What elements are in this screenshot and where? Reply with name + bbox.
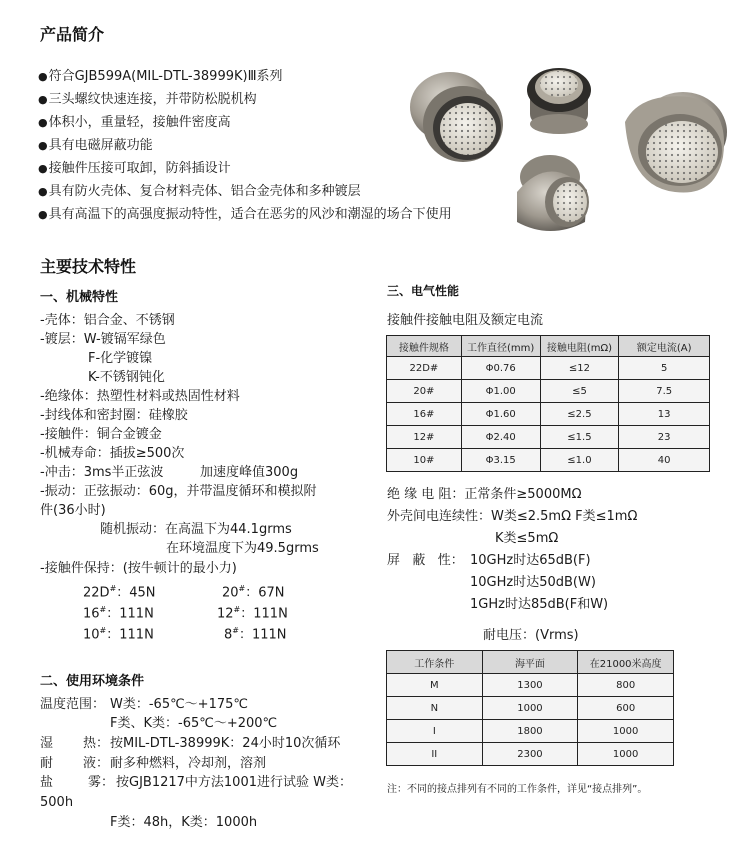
specs-title: 主要技术特性: [40, 257, 137, 276]
table-row: [387, 674, 674, 697]
table-cell: 22D#: [387, 357, 462, 380]
shell-continuity: 外壳间电连续性：W类≤2.5mΩ F类≤1mΩ: [387, 509, 638, 524]
table-cell: N: [387, 697, 483, 720]
salt-label-a: 盐: [40, 775, 54, 790]
table-cell: 1800: [482, 720, 578, 743]
retention-item: 8#：111N: [224, 626, 287, 643]
salt-spec-fk-hours: F类：48h，K类：1000h: [110, 815, 258, 830]
table-row: [387, 743, 674, 766]
shielding-10ghz-f: 10GHz时达65dB(F): [470, 553, 591, 568]
table-cell: Φ2.40: [461, 426, 540, 449]
table-cell: II: [387, 743, 483, 766]
table-cell: 2300: [482, 743, 578, 766]
humidity-label-a: 湿: [40, 736, 54, 751]
table-cell: 5: [619, 357, 710, 380]
table-cell: Φ1.00: [461, 380, 540, 403]
fluid-label-a: 耐: [40, 756, 54, 771]
humidity-spec: 按MIL-DTL-38999K：24小时10次循环: [110, 736, 341, 751]
table-header-cell: 工作直径(mm): [461, 336, 540, 357]
intro-bullet: ● 符合GJB599A(MIL-DTL-38999K)Ⅲ系列: [38, 69, 283, 85]
table-header-row: [387, 651, 674, 674]
shell-material: -壳体：铝合金、不锈钢: [40, 313, 175, 328]
table-cell: 600: [578, 697, 674, 720]
fluid-spec: 耐多种燃料，冷却剂，溶剂: [110, 756, 267, 771]
connector-bottom-middle: [517, 155, 589, 231]
table-cell: Φ0.76: [461, 357, 540, 380]
table-cell: Φ1.60: [461, 403, 540, 426]
product-image: [405, 62, 730, 237]
retention-title: -接触件保持：(按牛顿计的最小力): [40, 561, 237, 576]
plating-w: -镀层：W-镀镉军绿色: [40, 332, 166, 347]
humidity-label-b: 热：: [83, 736, 110, 751]
shock-acceleration: 加速度峰值300g: [200, 465, 299, 480]
table-cell: 1300: [482, 674, 578, 697]
table-cell: 16#: [387, 403, 462, 426]
table-cell: 40: [619, 449, 710, 472]
table-header-cell: 接触件规格: [387, 336, 462, 357]
seal-material: -封线体和密封圈：硅橡胶: [40, 408, 188, 423]
retention-item: 20#：67N: [222, 584, 285, 601]
table-cell: 1000: [482, 697, 578, 720]
environment-title: 二、使用环境条件: [40, 674, 145, 689]
shock-spec: -冲击：3ms半正弦波: [40, 465, 164, 480]
intro-bullet: ● 具有防火壳体、复合材料壳体、铝合金壳体和多种镀层: [38, 184, 361, 200]
intro-bullet: ● 具有高温下的高强度振动特性，适合在恶劣的风沙和潮湿的场合下使用: [38, 207, 452, 223]
connector-top-middle: [527, 68, 591, 134]
table-cell: I: [387, 720, 483, 743]
table-row: [387, 357, 710, 380]
shielding-10ghz-w: 10GHz时达50dB(W): [470, 575, 596, 590]
vibration-sine-duration: 件(36小时): [40, 503, 106, 518]
table-header-cell: 接触电阻(mΩ): [540, 336, 619, 357]
shielding-label: 屏 蔽 性：: [387, 553, 464, 568]
table-cell: Φ3.15: [461, 449, 540, 472]
table-row: [387, 720, 674, 743]
table-header-row: [387, 336, 710, 357]
table-cell: 7.5: [619, 380, 710, 403]
plating-f: F-化学镀镍: [88, 351, 153, 366]
table-cell: 20#: [387, 380, 462, 403]
table-row: [387, 380, 710, 403]
table-cell: ≤2.5: [540, 403, 619, 426]
table-header-cell: 额定电流(A): [619, 336, 710, 357]
salt-spec: 按GJB1217中方法1001进行试验 W类：: [116, 775, 352, 790]
vibration-random-high: 随机振动：在高温下为44.1grms: [100, 522, 292, 537]
voltage-table-title: 耐电压：(Vrms): [483, 628, 579, 643]
withstand-voltage-table: [386, 650, 674, 766]
table-cell: 12#: [387, 426, 462, 449]
temperature-w: W类：-65℃～+175℃: [110, 697, 248, 712]
table-header-cell: 工作条件: [387, 651, 483, 674]
electrical-title: 三、电气性能: [387, 284, 460, 298]
contact-material: -接触件：铜合金镀金: [40, 427, 162, 442]
table-row: [387, 403, 710, 426]
shielding-1ghz: 1GHz时达85dB(F和W): [470, 597, 609, 612]
intro-bullet: ● 体积小，重量轻，接触件密度高: [38, 115, 231, 131]
table-cell: 1000: [578, 720, 674, 743]
table-cell: 13: [619, 403, 710, 426]
retention-item: 10#：111N: [83, 626, 154, 643]
salt-spec-w-hours: 500h: [40, 795, 74, 810]
retention-item: 22D#：45N: [83, 584, 156, 601]
connector-right: [625, 92, 727, 193]
intro-bullet: ● 三头螺纹快速连接，并带防松脱机构: [38, 92, 257, 108]
table-cell: 800: [578, 674, 674, 697]
intro-title: 产品简介: [40, 25, 105, 44]
retention-item: 16#：111N: [83, 605, 154, 622]
contact-resistance-table: [386, 335, 710, 472]
table-cell: M: [387, 674, 483, 697]
insulation-resistance: 绝 缘 电 阻：正常条件≥5000MΩ: [387, 487, 582, 502]
table-row: [387, 697, 674, 720]
table-row: [387, 426, 710, 449]
mechanical-title: 一、机械特性: [40, 290, 119, 305]
contact-arrangement-note: 注：不同的接点排列有不同的工作条件，详见“接点排列”。: [387, 784, 648, 795]
plating-k: K-不锈钢钝化: [88, 370, 165, 385]
table-cell: 10#: [387, 449, 462, 472]
table-header-cell: 海平面: [482, 651, 578, 674]
table-header-cell: 在21000米高度: [578, 651, 674, 674]
temperature-fk: F类、K类：-65℃～+200℃: [110, 716, 278, 731]
table-row: [387, 449, 710, 472]
connector-left: [410, 72, 503, 162]
table-cell: ≤1.0: [540, 449, 619, 472]
intro-bullet: ● 具有电磁屏蔽功能: [38, 138, 153, 154]
retention-item: 12#：111N: [217, 605, 288, 622]
vibration-random-ambient: 在环境温度下为49.5grms: [166, 541, 319, 556]
contact-table-title: 接触件接触电阻及额定电流: [387, 313, 544, 328]
salt-label-b: 雾：: [88, 775, 115, 790]
insulator-material: -绝缘体：热塑性材料或热固性材料: [40, 389, 240, 404]
table-cell: 23: [619, 426, 710, 449]
mechanical-life: -机械寿命：插拔≥500次: [40, 446, 185, 461]
temperature-label: 温度范围：: [40, 697, 106, 712]
intro-bullet: ● 接触件压接可取卸，防斜插设计: [38, 161, 231, 177]
vibration-sine: -振动：正弦振动：60g，并带温度循环和模拟附: [40, 484, 317, 499]
shell-continuity-k: K类≤5mΩ: [495, 531, 559, 546]
table-cell: 1000: [578, 743, 674, 766]
table-cell: ≤1.5: [540, 426, 619, 449]
table-cell: ≤5: [540, 380, 619, 403]
table-cell: ≤12: [540, 357, 619, 380]
fluid-label-b: 液：: [83, 756, 110, 771]
